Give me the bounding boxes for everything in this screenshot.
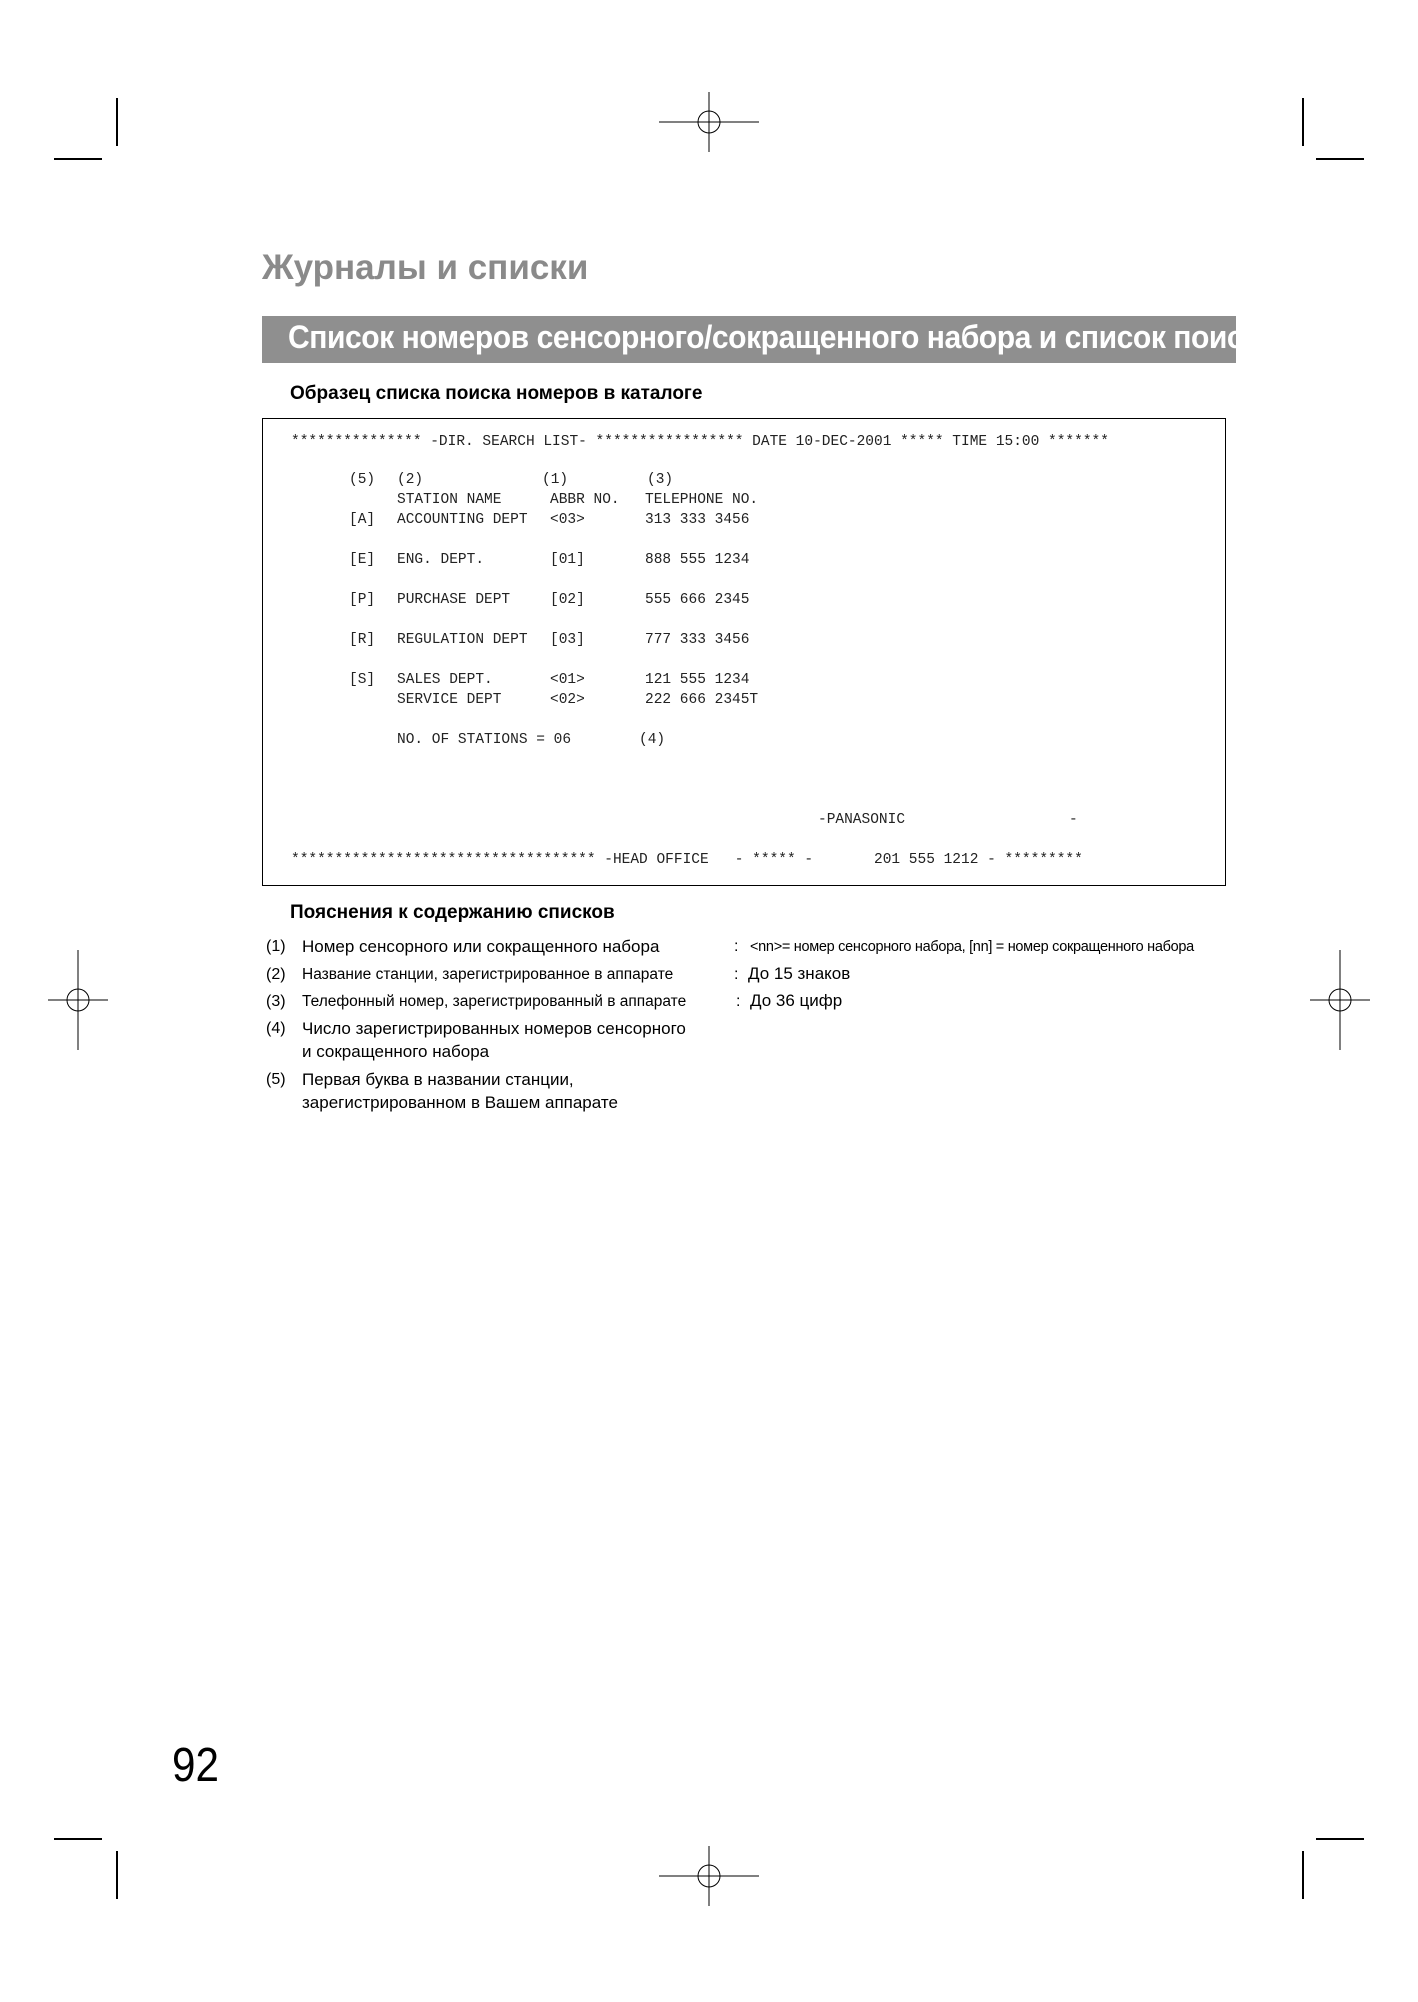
row-phone: 777 333 3456 (645, 632, 750, 648)
row-abbr: [02] (550, 592, 585, 608)
row-phone: 121 555 1234 (645, 672, 750, 688)
note-value: До 15 знаков (748, 964, 851, 983)
station-count: NO. OF STATIONS = 06 (397, 732, 572, 748)
column-ref-5: (5) (349, 472, 376, 488)
header-abbr-no: ABBR NO. (550, 492, 620, 508)
row-station-name: ENG. DEPT. (397, 552, 485, 568)
sender-name: -PANASONIC (818, 812, 906, 828)
row-phone: 222 666 2345T (645, 692, 759, 708)
header-telephone-no: TELEPHONE NO. (645, 492, 759, 508)
section-title: Журналы и списки (262, 248, 589, 287)
row-station-name: REGULATION DEPT (397, 632, 528, 648)
row-abbr: <03> (550, 512, 585, 528)
column-ref-1: (1) (542, 472, 569, 488)
note-text-line1: Число зарегистрированных номеров сенсорного (302, 1019, 686, 1038)
page-title-bar (262, 316, 1275, 363)
registration-mark-icon (659, 1846, 759, 1906)
row-letter: [S] (349, 672, 376, 688)
note-value: До 36 цифр (750, 991, 843, 1010)
note-text: Номер сенсорного или сокращенного набора (302, 937, 660, 956)
note-separator: : (736, 993, 741, 1010)
note-text: Телефонный номер, зарегистрированный в аппарате (302, 993, 687, 1010)
row-letter: [E] (349, 552, 376, 568)
report-footer-line: *********************************** -HEAD OFFICE - ***** - 201 555 1212 - ********* (291, 852, 1083, 868)
note-number: (3) (266, 993, 286, 1010)
note-separator: : (734, 966, 739, 983)
registration-mark-icon (48, 950, 108, 1050)
note-text-line1: Первая буква в названии станции, (302, 1070, 574, 1089)
row-station-name: PURCHASE DEPT (397, 592, 511, 608)
row-station-name: SERVICE DEPT (397, 692, 502, 708)
header-station-name: STATION NAME (397, 492, 502, 508)
column-ref-2: (2) (397, 472, 424, 488)
row-letter: [R] (349, 632, 376, 648)
row-letter: [A] (349, 512, 376, 528)
page-number: 92 (172, 1739, 219, 1792)
row-phone: 555 666 2345 (645, 592, 750, 608)
report-header-line: *************** -DIR. SEARCH LIST- ***************** DATE 10-DEC-2001 ***** TIME 15:00 ******* (291, 434, 1109, 450)
row-abbr: [01] (550, 552, 585, 568)
row-abbr: [03] (550, 632, 585, 648)
note-number: (4) (266, 1020, 286, 1037)
row-abbr: <01> (550, 672, 585, 688)
row-station-name: ACCOUNTING DEPT (397, 512, 528, 528)
report-sample-box (262, 418, 1226, 886)
sender-dash: - (1069, 812, 1078, 828)
note-number: (1) (266, 938, 286, 955)
registration-mark-icon (659, 92, 759, 152)
note-separator: : (734, 938, 739, 955)
note-text-line2: зарегистрированном в Вашем аппарате (302, 1093, 618, 1112)
row-letter: [P] (349, 592, 376, 608)
row-phone: 888 555 1234 (645, 552, 750, 568)
row-abbr: <02> (550, 692, 585, 708)
station-count-ref: (4) (639, 732, 666, 748)
row-station-name: SALES DEPT. (397, 672, 493, 688)
note-number: (2) (266, 966, 286, 983)
legend-heading: Пояснения к содержанию списков (290, 902, 615, 923)
page-title: Список номеров сенсорного/сокращенного набора и список поиска (288, 319, 1275, 355)
column-ref-3: (3) (647, 472, 674, 488)
sample-heading: Образец списка поиска номеров в каталоге (290, 383, 703, 404)
note-text: Название станции, зарегистрированное в аппарате (302, 966, 674, 983)
note-number: (5) (266, 1071, 286, 1088)
note-value: <nn>= номер сенсорного набора, [nn] = номер сокращенного набора (750, 939, 1194, 955)
note-text-line2: и сокращенного набора (302, 1042, 490, 1061)
row-phone: 313 333 3456 (645, 512, 750, 528)
registration-mark-icon (1310, 950, 1370, 1050)
